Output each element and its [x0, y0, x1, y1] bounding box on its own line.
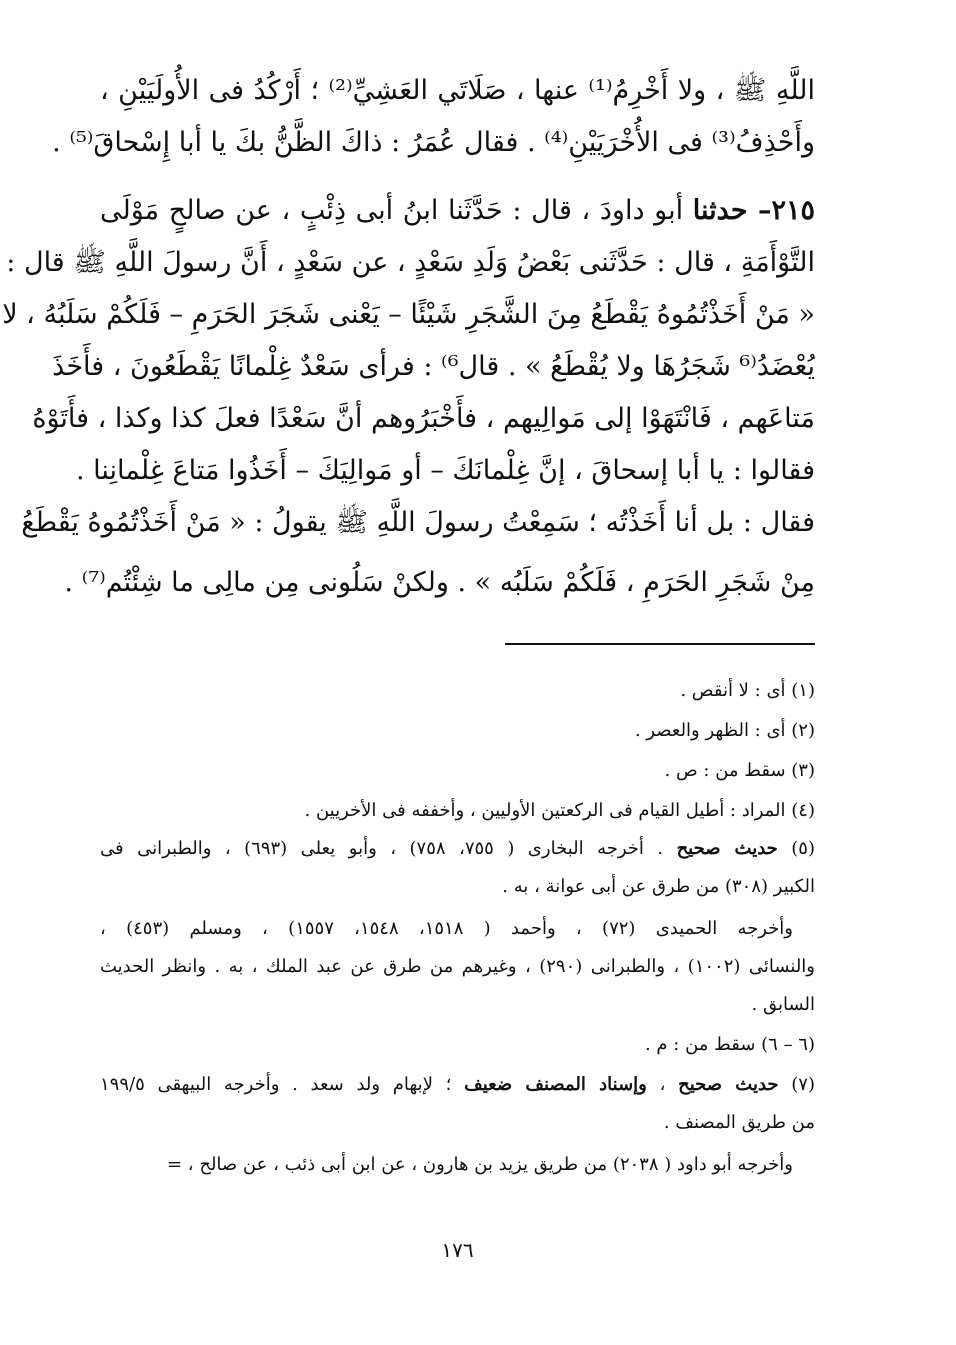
footnote-6: (٦ – ٦) سقط من : م .: [644, 1034, 815, 1055]
text-line-8: فقالوا : يا أبا إسحاقَ ، إنَّ غِلْمانَكَ – أو مَوالِيَكَ – أَخَذُوا مَتاعَ غِلْمانِنا .: [75, 455, 815, 486]
text-line-10: مِنْ شَجَرِ الحَرَمِ ، فَلَكُمْ سَلَبُه » . ولكنْ سَلُونى مِن مالِى ما شِئْتُم⁽⁷⁾ .: [64, 567, 815, 598]
text-line-5: « مَنْ أَخَذْتُمُوهُ يَقْطَعُ مِنَ الشَّجَرِ شَيْئًا – يَعْنى شَجَرَ الحَرَمِ – فَلَكُمْ سَلَبُهُ ، لا: [2, 299, 815, 330]
footnote-separator: [505, 643, 815, 645]
footnote-7-line-3: وأخرجه أبو داود ( ٢٠٣٨) من طريق يزيد بن هارون ، عن ابن أبى ذئب ، عن صالح ، =: [166, 1154, 793, 1175]
text-line-1: اللَّهِ ﷺ ، ولا أَخْرِمُ⁽¹⁾ عنها ، صَلَاتَي العَشِيِّ⁽²⁾ ؛ أَرْكُدُ فى الأُولَيَيْنِ ،: [100, 75, 815, 106]
footnote-5-marker: (٥): [791, 838, 815, 859]
hadith-lead-phrase: – حدثنا: [692, 195, 772, 226]
text-line-6: يُعْضَدُ⁽⁶ شَجَرُهَا ولا يُقْطَعُ » . قال⁶⁾ : فرأى سَعْدٌ غِلْمانًا يَقْطَعُونَ ، فأَخَذَ: [52, 351, 815, 382]
footnote-5: [100, 834, 815, 864]
footnote-4: (٤) المراد : أطيل القيام فى الركعتين الأوليين ، وأخففه فى الأخريين .: [304, 800, 815, 821]
hadith-opening-text: أبو داودَ ، قال : حَدَّثَنا ابنُ أبى ذِئْبٍ ، عن صالحٍ مَوْلَى: [100, 195, 684, 226]
text-line-9: فقال : بل أنا أَخَذْتُه ؛ سَمِعْتُ رسولَ اللَّهِ ﷺ يقولُ : « مَنْ أَخَذْتُمُوهُ يَقْطَعُ: [21, 507, 815, 538]
footnote-7-grade: حديث صحيح: [678, 1074, 779, 1095]
text-line-7: مَتاعَهم ، فَانْتَهَوْا إلى مَوالِيهم ، فأَخْبَرُوهم أنَّ سَعْدًا فعلَ كذا وكذا ، فأَتَوْهُ: [32, 403, 815, 434]
text-line-2: وأَحْذِفُ⁽³⁾ فى الأُخْرَيَيْنِ⁽⁴⁾ . فقال عُمَرُ : ذاكَ الظَّنُّ بكَ يا أبا إِسْحاقَ⁽⁵⁾ .: [52, 127, 815, 158]
book-page: [2, 0, 815, 1345]
footnote-7-separator: ،: [659, 1074, 666, 1095]
hadith-opening-line: [100, 186, 815, 236]
footnote-2: (٢) أى : الظهر والعصر .: [634, 720, 815, 741]
text-line-4: التَّوْأَمَةِ ، قال : حَدَّثَنى بَعْضُ وَلَدِ سَعْدٍ ، عن سَعْدٍ ، أَنَّ رسولَ اللَّهِ ﷺ قال :: [6, 247, 815, 278]
footnote-7-marker: (٧): [791, 1074, 815, 1095]
footnote-5-line-2: الكبير (٣٠٨) من طرق عن أبى عوانة ، به .: [502, 876, 815, 897]
hadith-number: ٢١٥: [771, 195, 815, 226]
footnote-7: [100, 1070, 815, 1100]
footnote-5-line-5: السابق .: [751, 994, 815, 1015]
footnote-7-chain-grade: وإسناد المصنف ضعيف: [464, 1074, 647, 1095]
footnote-7-line-2: من طريق المصنف .: [663, 1112, 815, 1133]
footnote-1: (١) أى : لا أنقص .: [680, 680, 815, 701]
footnote-5-grade: حديث صحيح: [676, 838, 778, 859]
footnote-5-text: . أخرجه البخارى ( ٧٥٥، ٧٥٨) ، وأبو يعلى (٦٩٣) ، والطبرانى فى: [100, 838, 664, 859]
footnote-5-line-3: وأخرجه الحميدى (٧٢) ، وأحمد ( ١٥١٨، ١٥٤٨، ١٥٥٧) ، ومسلم (٤٥٣) ،: [100, 918, 794, 939]
footnote-7-text: ؛ لإبهام ولد سعد . وأخرجه البيهقى ١٩٩/٥: [100, 1074, 452, 1095]
page-number: ١٧٦: [441, 1238, 474, 1262]
footnote-5-line-4: والنسائى (١٠٠٢) ، والطبرانى (٢٩٠) ، وغيرهم من طرق عن عبد الملك ، به . وانظر الحديث: [100, 956, 815, 977]
footnote-3: (٣) سقط من : ص .: [664, 760, 815, 781]
